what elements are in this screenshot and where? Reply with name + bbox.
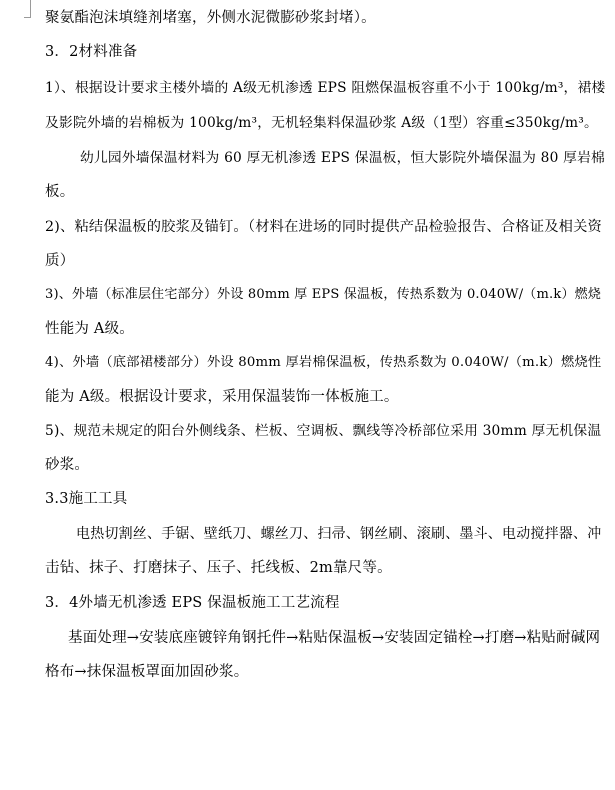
paragraph-line-material-1b: 及影院外墙的岩棉板为 100kg/m³，无机轻集料保温砂浆 A级（1型）容重≤350kg/m³。 [45, 115, 598, 131]
paragraph-line-process-a: 基面处理→安装底座镀锌角钢托件→粘贴保温板→安装固定锚栓→打磨→粘贴耐碱网 [68, 630, 601, 646]
paragraph-line-material-3b: 性能为 A级。 [45, 321, 134, 337]
paragraph-line-material-5a: 5)、规范未规定的阳台外侧线条、栏板、空调板、飘线等冷桥部位采用 30mm 厚无机保温 [45, 423, 602, 439]
section-heading-process: 3．4外墙无机渗透 EPS 保温板施工工艺流程 [45, 595, 340, 611]
paragraph-line-tools-a: 电热切割丝、手锯、壁纸刀、螺丝刀、扫帚、钢丝刷、滚刷、墨斗、电动搅拌器、冲 [76, 526, 602, 542]
paragraph-line-sealing: 聚氨酯泡沫填缝剂堵塞，外侧水泥微膨砂浆封堵）。 [45, 10, 376, 26]
paragraph-line-material-3a: 3)、外墙（标准层住宅部分）外设 80mm 厚 EPS 保温板，传热系数为 0.040W/（m.k）燃烧 [45, 287, 602, 302]
paragraph-line-material-4a: 4)、外墙（底部裙楼部分）外设 80mm 厚岩棉保温板，传热系数为 0.040W/（m.k）燃烧性 [45, 355, 602, 370]
margin-corner-mark-horizontal [24, 17, 30, 18]
paragraph-line-material-5b: 砂浆。 [45, 457, 90, 473]
paragraph-line-material-4b: 能为 A级。根据设计要求，采用保温装饰一体板施工。 [45, 389, 399, 405]
section-heading-tools: 3.3施工工具 [45, 491, 128, 507]
paragraph-line-kindergarten-b: 板。 [45, 184, 75, 200]
paragraph-line-material-2b: 质） [45, 253, 75, 269]
paragraph-line-material-2a: 2)、粘结保温板的胶浆及锚钉。（材料在进场的同时提供产品检验报告、合格证及相关资 [45, 219, 603, 235]
section-heading-materials: 3．2材料准备 [45, 44, 138, 60]
paragraph-line-process-b: 格布→抹保温板罩面加固砂浆。 [45, 664, 249, 680]
paragraph-line-tools-b: 击钻、抹子、打磨抹子、压子、托线板、2m靠尺等。 [45, 560, 392, 576]
margin-corner-mark [30, 0, 31, 18]
paragraph-line-kindergarten-a: 幼儿园外墙保温材料为 60 厚无机渗透 EPS 保温板，恒大影院外墙保温为 80 厚岩棉 [80, 150, 605, 166]
paragraph-line-material-1a: 1）、根据设计要求主楼外墙的 A级无机渗透 EPS 阻燃保温板容重不小于 100kg/m³，裙楼 [45, 80, 606, 96]
